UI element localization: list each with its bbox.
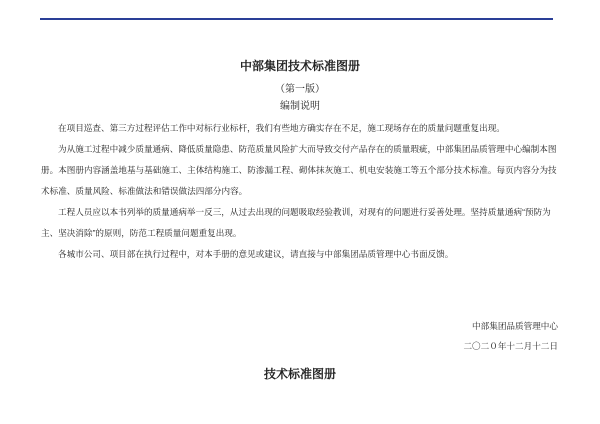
signature: 中部集团品质管理中心	[472, 321, 558, 331]
paragraph: 在项目巡查、第三方过程评估工作中对标行业标杆，我们有些地方确实存在不足，施工现场存在的质量问题重复出现。	[58, 123, 505, 133]
footer-title: 技术标准图册	[263, 367, 336, 381]
paragraph: 各城市公司、项目部在执行过程中，对本手册的意见或建议，请直接与中部集团品质管理中心书面反馈。	[58, 249, 454, 259]
section-heading: 编制说明	[280, 101, 320, 112]
edition-label: （第一版）	[275, 84, 325, 95]
paragraph: 工程人员应以本书列举的质量通病举一反三，从过去出现的问题吸取经验教训，对现有的问题进行妥善处理。坚持质量通病“预防为主、坚决消除”的原则，防范工程质量问题重复出现。	[41, 207, 551, 238]
header-rule	[40, 18, 553, 20]
document-title: 中部集团技术标准图册	[239, 59, 360, 73]
date: 二〇二０年十二月十二日	[463, 341, 558, 351]
document-body	[41, 118, 561, 265]
paragraph: 为从施工过程中减少质量通病、降低质量隐患、防范质量风险扩大而导致交付产品存在的质量瑕疵，中部集团品质管理中心编制本图册。本图册内容涵盖地基与基础施工、主体结构施工、防渗漏工程、砌体抹灰施工、机电安装施工等五个部分技术标准。每页内容分为技术标准、质量风险、标准做法和错误做法四部分内容。	[41, 144, 557, 196]
